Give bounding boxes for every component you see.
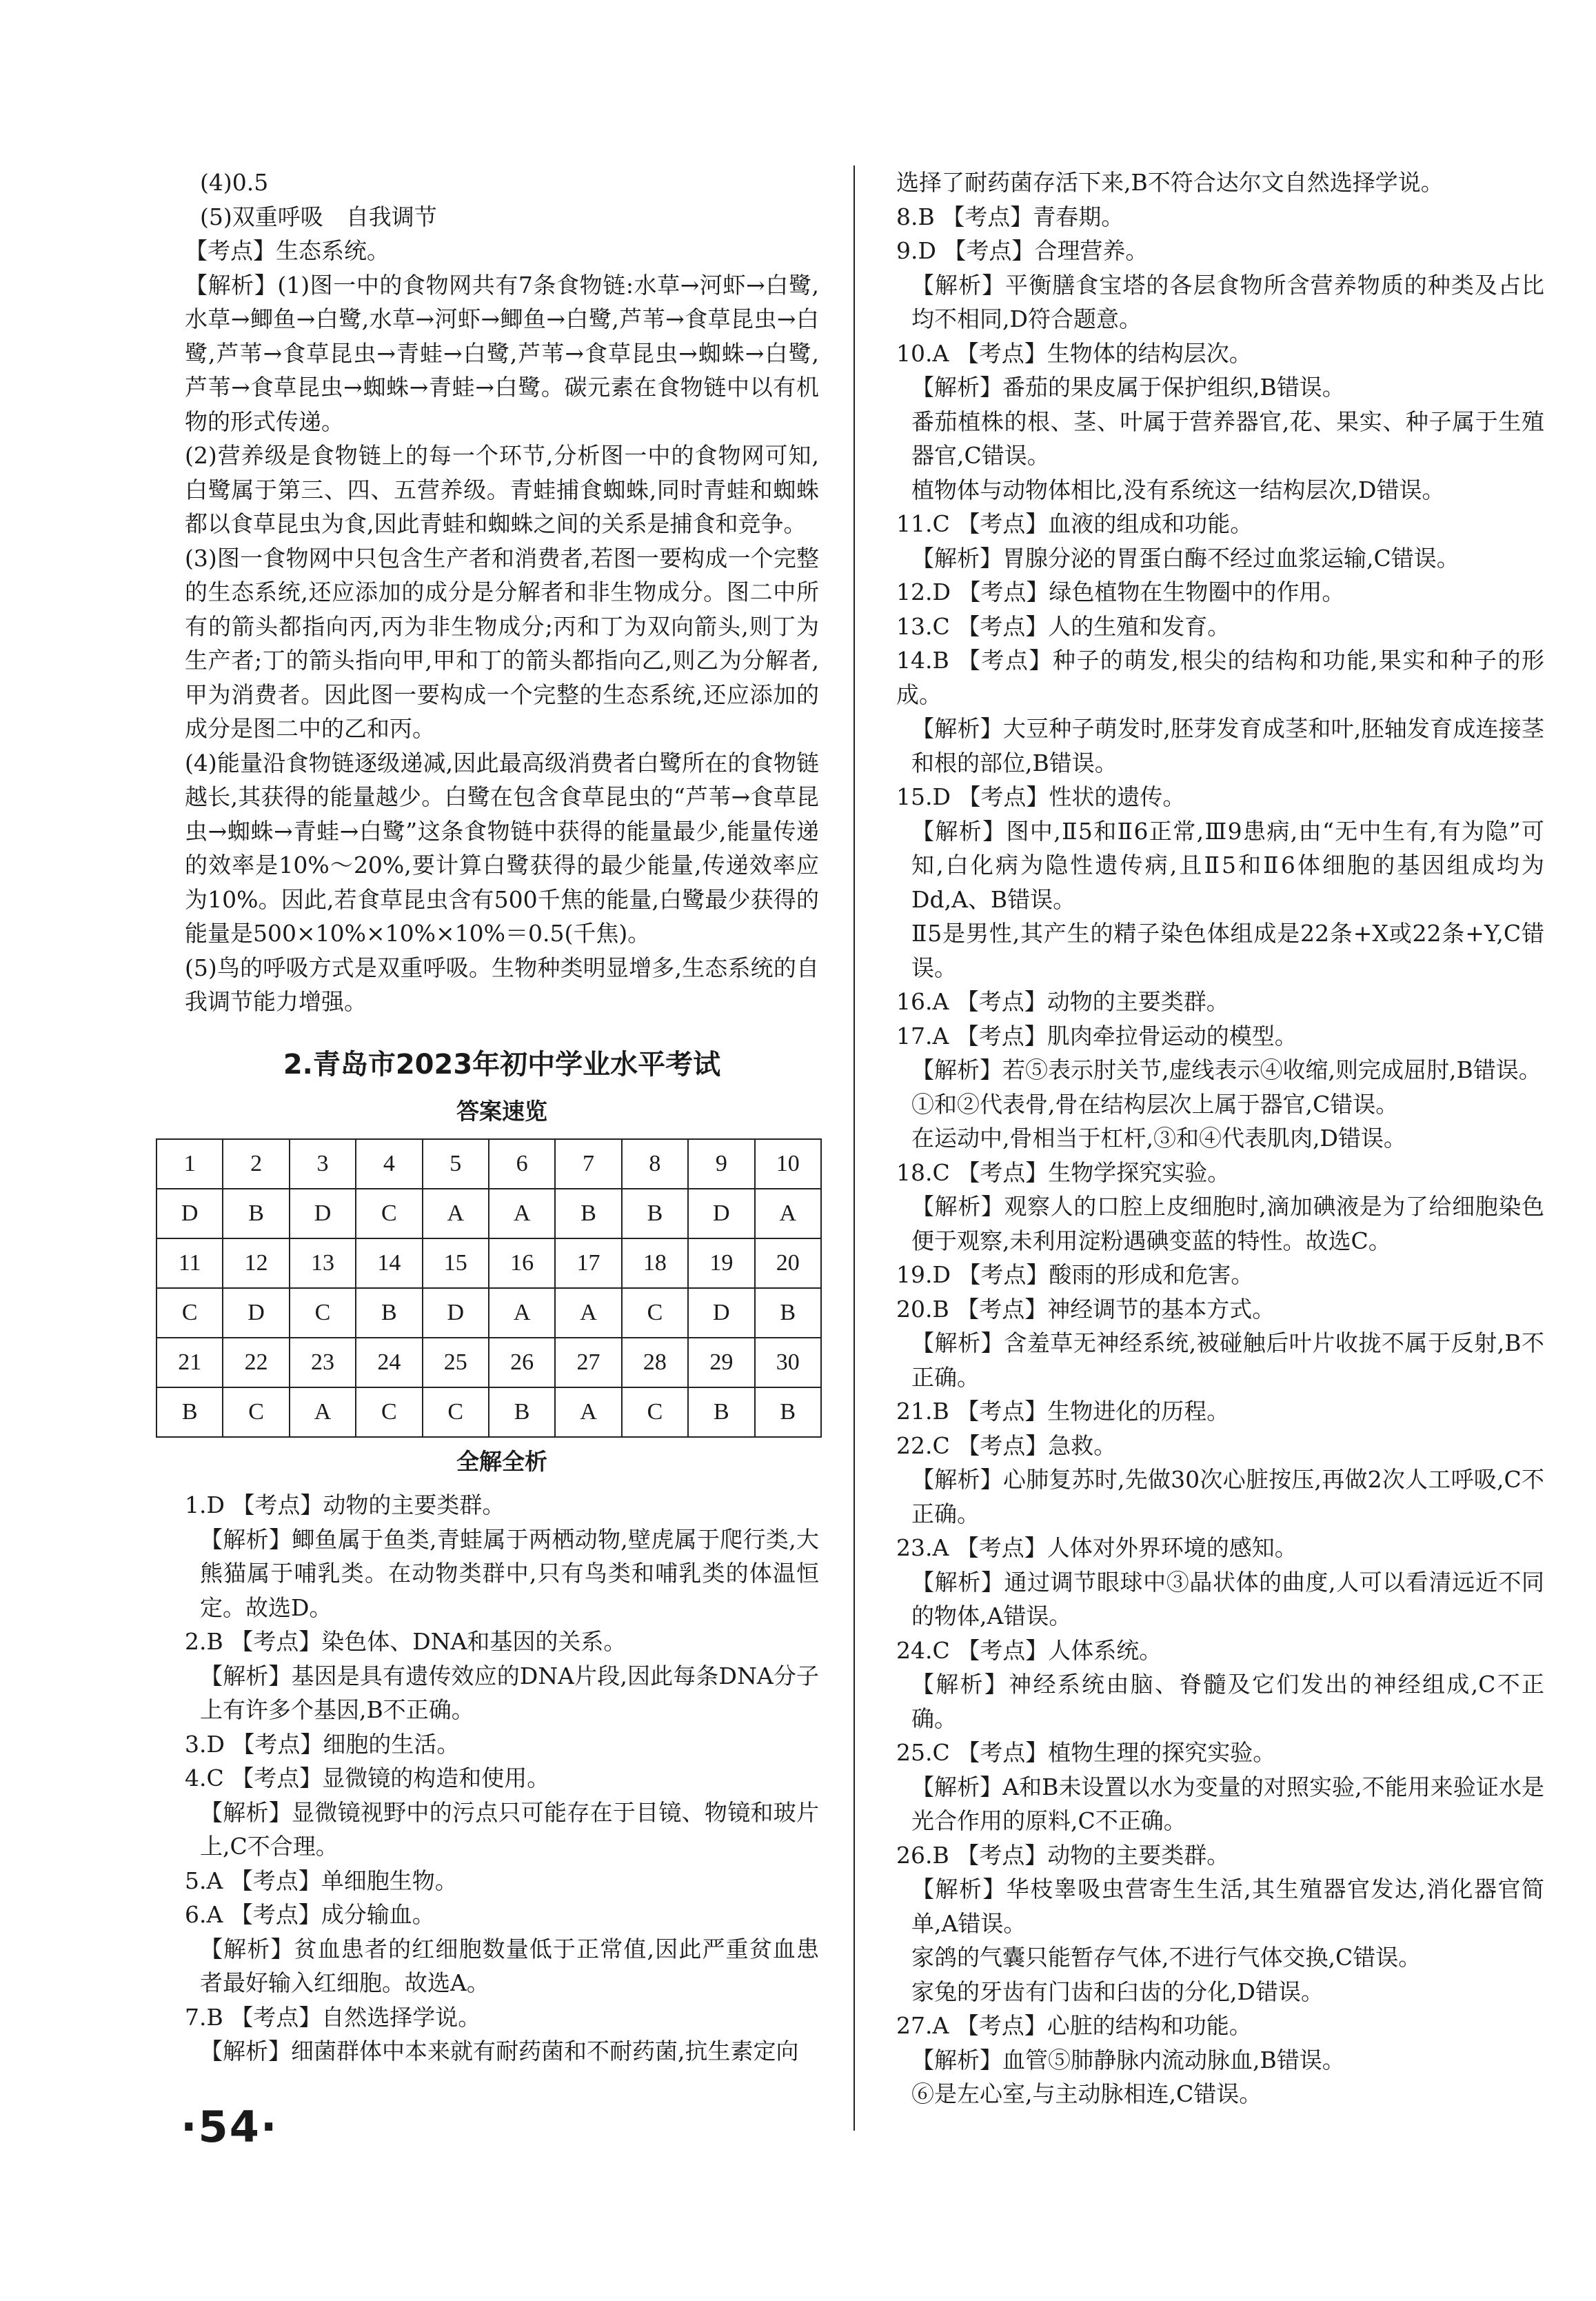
question-item: 3.D 【考点】细胞的生活。 bbox=[185, 1730, 460, 1758]
answer-table-cell: B bbox=[688, 1387, 754, 1437]
quick-answers-title: 答案速览 bbox=[456, 1098, 547, 1125]
analysis-paragraph: 番茄植株的根、茎、叶属于营养器官,花、果实、种子属于生殖器官,C错误。 bbox=[911, 408, 1544, 469]
answer-table-cell: D bbox=[688, 1189, 754, 1238]
answer-table-cell: 2 bbox=[223, 1139, 289, 1189]
right-lines-block bbox=[896, 165, 1544, 2111]
analysis-paragraph: 家鸽的气囊只能暂存气体,不进行气体交换,C错误。 bbox=[911, 1944, 1422, 1971]
answer-table-cell: B bbox=[755, 1288, 821, 1338]
answer-line: (5)双重呼吸 自我调节 bbox=[200, 203, 437, 230]
section-title: 2.青岛市2023年初中学业水平考试 bbox=[283, 1048, 721, 1081]
answer-table-cell: 19 bbox=[688, 1238, 754, 1288]
left-column bbox=[178, 165, 819, 2069]
answer-table-cell: C bbox=[622, 1288, 688, 1338]
question-item: 17.A 【考点】肌肉牵拉骨运动的模型。 bbox=[896, 1022, 1297, 1049]
answer-table-cell: 25 bbox=[423, 1338, 489, 1387]
analysis-paragraph: 【解析】(1)图一中的食物网共有7条食物链:水草→河虾→白鹭,水草→鲫鱼→白鹭,水草→河虾→鲫鱼→白鹭,芦苇→食草昆虫→白鹭,芦苇→食草昆虫→青蛙→白鹭,芦苇→食草昆虫→蜘蛛→白鹭,芦苇→食草昆虫→蜘蛛→青蛙→白鹭。碳元素在食物链中以有机物的形式传递。 bbox=[185, 271, 819, 435]
analysis-paragraph: 【解析】若⑤表示肘关节,虚线表示④收缩,则完成屈肘,B错误。 bbox=[911, 1056, 1542, 1083]
answer-table-cell: 6 bbox=[489, 1139, 555, 1189]
answer-table-cell: D bbox=[223, 1288, 289, 1338]
answer-table-cell: C bbox=[290, 1288, 356, 1338]
analysis-paragraph: 【解析】含羞草无神经系统,被碰触后叶片收拢不属于反射,B不正确。 bbox=[911, 1329, 1544, 1391]
right-column bbox=[896, 165, 1544, 2111]
answer-table-cell: B bbox=[156, 1387, 223, 1437]
analysis-paragraph: 【解析】血管⑤肺静脉内流动脉血,B错误。 bbox=[911, 2046, 1345, 2073]
question-item: 18.C 【考点】生物学探究实验。 bbox=[896, 1158, 1231, 1186]
question-item: 5.A 【考点】单细胞生物。 bbox=[185, 1867, 458, 1894]
question-item: 10.A 【考点】生物体的结构层次。 bbox=[896, 339, 1252, 367]
answer-table-cell: 17 bbox=[555, 1238, 621, 1288]
answer-table-cell: B bbox=[356, 1288, 422, 1338]
analysis-paragraph: 植物体与动物体相比,没有系统这一结构层次,D错误。 bbox=[911, 476, 1445, 503]
question-item: 7.B 【考点】自然选择学说。 bbox=[185, 2003, 481, 2031]
answer-line: (4)0.5 bbox=[200, 169, 269, 196]
answer-table-cell: B bbox=[555, 1189, 621, 1238]
question-item: 23.A 【考点】人体对外界环境的感知。 bbox=[896, 1534, 1297, 1561]
answer-table-cell: B bbox=[622, 1189, 688, 1238]
answer-table-cell: 15 bbox=[423, 1238, 489, 1288]
question-item: 14.B 【考点】种子的萌发,根尖的结构和功能,果实和种子的形成。 bbox=[896, 647, 1544, 708]
answer-table-cell: 28 bbox=[622, 1338, 688, 1387]
answer-table-cell: 20 bbox=[755, 1238, 821, 1288]
analysis-paragraph: 选择了耐药菌存活下来,B不符合达尔文自然选择学说。 bbox=[896, 169, 1444, 196]
question-item: 24.C 【考点】人体系统。 bbox=[896, 1636, 1162, 1664]
left-top-block bbox=[185, 165, 819, 1019]
answer-table-cell: A bbox=[489, 1189, 555, 1238]
analysis-paragraph: 家兔的牙齿有门齿和臼齿的分化,D错误。 bbox=[911, 1978, 1324, 2005]
answer-table-cell: 11 bbox=[156, 1238, 223, 1288]
answer-table-cell: A bbox=[290, 1387, 356, 1437]
answer-table-cell: 22 bbox=[223, 1338, 289, 1387]
analysis-paragraph: 【解析】鲫鱼属于鱼类,青蛙属于两栖动物,壁虎属于爬行类,大熊猫属于哺乳类。在动物类群中,只有鸟类和哺乳类的体温恒定。故选D。 bbox=[200, 1525, 819, 1621]
answer-table-row bbox=[156, 1288, 821, 1338]
analysis-paragraph: 【解析】通过调节眼球中③晶状体的曲度,人可以看清远近不同的物体,A错误。 bbox=[911, 1568, 1544, 1629]
analysis-paragraph: 【解析】大豆种子萌发时,胚芽发育成茎和叶,胚轴发育成连接茎和根的部位,B错误。 bbox=[911, 715, 1544, 776]
question-item: 25.C 【考点】植物生理的探究实验。 bbox=[896, 1739, 1276, 1766]
question-item: 15.D 【考点】性状的遗传。 bbox=[896, 783, 1186, 810]
answer-table-cell: 10 bbox=[755, 1139, 821, 1189]
answer-table-cell: B bbox=[755, 1387, 821, 1437]
answer-table-cell: 29 bbox=[688, 1338, 754, 1387]
analysis-paragraph: 【解析】显微镜视野中的污点只可能存在于目镜、物镜和玻片上,C不合理。 bbox=[200, 1798, 819, 1860]
answer-table-cell: 16 bbox=[489, 1238, 555, 1288]
question-item: 8.B 【考点】青春期。 bbox=[896, 203, 1124, 230]
question-item: 16.A 【考点】动物的主要类群。 bbox=[896, 988, 1229, 1015]
answer-table-cell: A bbox=[555, 1387, 621, 1437]
question-item: 26.B 【考点】动物的主要类群。 bbox=[896, 1841, 1230, 1869]
answer-table-cell: 3 bbox=[290, 1139, 356, 1189]
analysis-paragraph: 【解析】番茄的果皮属于保护组织,B错误。 bbox=[911, 374, 1345, 401]
question-item: 1.D 【考点】动物的主要类群。 bbox=[185, 1491, 505, 1518]
analysis-paragraph: 【解析】胃腺分泌的胃蛋白酶不经过血浆运输,C错误。 bbox=[911, 544, 1459, 572]
question-item: 12.D 【考点】绿色植物在生物圈中的作用。 bbox=[896, 579, 1345, 605]
answer-table-row bbox=[156, 1238, 821, 1288]
question-item: 4.C 【考点】显微镜的构造和使用。 bbox=[185, 1765, 550, 1791]
column-divider bbox=[853, 165, 855, 2131]
analysis-paragraph: Ⅱ5是男性,其产生的精子染色体组成是22条+X或22条+Y,C错误。 bbox=[911, 920, 1544, 981]
analysis-paragraph: 【解析】华枝睾吸虫营寄生生活,其生殖器官发达,消化器官简单,A错误。 bbox=[911, 1876, 1544, 1937]
analysis-paragraph: (5)鸟的呼吸方式是双重呼吸。生物种类明显增多,生态系统的自我调节能力增强。 bbox=[185, 954, 819, 1015]
answer-table-cell: 9 bbox=[688, 1139, 754, 1189]
answer-table-cell: 5 bbox=[423, 1139, 489, 1189]
answer-table-cell: C bbox=[156, 1288, 223, 1338]
left-bottom-block bbox=[185, 1488, 819, 2069]
question-item: 6.A 【考点】成分输血。 bbox=[185, 1901, 435, 1928]
answer-table-cell: 18 bbox=[622, 1238, 688, 1288]
answer-table-cell: A bbox=[423, 1189, 489, 1238]
answer-table-cell: 4 bbox=[356, 1139, 422, 1189]
analysis-paragraph: 【解析】心肺复苏时,先做30次心脏按压,再做2次人工呼吸,C不正确。 bbox=[911, 1466, 1544, 1527]
answer-table-cell: 30 bbox=[755, 1338, 821, 1387]
analysis-paragraph: 【解析】平衡膳食宝塔的各层食物所含营养物质的种类及占比均不相同,D符合题意。 bbox=[911, 271, 1544, 332]
answer-table-cell: 13 bbox=[290, 1238, 356, 1288]
analysis-paragraph: (4)能量沿食物链逐级递减,因此最高级消费者白鹭所在的食物链越长,其获得的能量越少。白鹭在包含食草昆虫的“芦苇→食草昆虫→蜘蛛→青蛙→白鹭”这条食物链中获得的能量最少,能量传递的效率是10%～20%,要计算白鹭获得的最少能量,传递效率应为10%。因此,若食草昆虫含有500千焦的能量,白鹭最少获得的能量是500×10%×10%×10%＝0.5(千焦)。 bbox=[185, 749, 819, 947]
answer-table-cell: 12 bbox=[223, 1238, 289, 1288]
analysis-paragraph: 【解析】观察人的口腔上皮细胞时,滴加碘液是为了给细胞染色便于观察,未利用淀粉遇碘变蓝的特性。故选C。 bbox=[911, 1193, 1544, 1254]
answer-table-cell: 1 bbox=[156, 1139, 223, 1189]
analysis-paragraph: (3)图一食物网中只包含生产者和消费者,若图一要构成一个完整的生态系统,还应添加的成分是分解者和非生物成分。图二中所有的箭头都指向丙,丙为非生物成分;丙和丁为双向箭头,则丁为生产者;丁的箭头指向甲,甲和丁的箭头都指向乙,则乙为分解者,甲为消费者。因此图一要构成一个完整的生态系统,还应添加的成分是图二中的乙和丙。 bbox=[185, 544, 819, 742]
analysis-paragraph: 【解析】细菌群体中本来就有耐药菌和不耐药菌,抗生素定向 bbox=[200, 2038, 799, 2064]
answer-table-cell: B bbox=[489, 1387, 555, 1437]
analysis-paragraph: 【解析】贫血患者的红细胞数量低于正常值,因此严重贫血患者最好输入红细胞。故选A。 bbox=[200, 1935, 819, 1996]
answer-table-row bbox=[156, 1387, 821, 1437]
analysis-paragraph: 【解析】基因是具有遗传效应的DNA片段,因此每条DNA分子上有许多个基因,B不正确。 bbox=[200, 1662, 819, 1723]
answer-table-cell: C bbox=[356, 1189, 422, 1238]
answer-table-cell: C bbox=[356, 1387, 422, 1437]
page-number: ·54· bbox=[181, 2102, 279, 2152]
question-item: 9.D 【考点】合理营养。 bbox=[896, 237, 1149, 264]
question-item: 22.C 【考点】急救。 bbox=[896, 1431, 1117, 1459]
question-item: 20.B 【考点】神经调节的基本方式。 bbox=[896, 1295, 1275, 1323]
answer-table-row bbox=[156, 1338, 821, 1387]
analysis-paragraph: 【解析】图中,Ⅱ5和Ⅱ6正常,Ⅲ9患病,由“无中生有,有为隐”可知,白化病为隐性遗传病,且Ⅱ5和Ⅱ6体细胞的基因组成均为Dd,A、B错误。 bbox=[911, 817, 1544, 913]
answer-table-cell: 23 bbox=[290, 1338, 356, 1387]
answer-table-cell: 8 bbox=[622, 1139, 688, 1189]
analysis-paragraph: (2)营养级是食物链上的每一个环节,分析图一中的食物网可知,白鹭属于第三、四、五营养级。青蛙捕食蜘蛛,同时青蛙和蜘蛛都以食草昆虫为食,因此青蛙和蜘蛛之间的关系是捕食和竞争。 bbox=[185, 442, 819, 537]
analysis-paragraph: 【解析】A和B未设置以水为变量的对照实验,不能用来验证水是光合作用的原料,C不正确。 bbox=[911, 1773, 1544, 1834]
answer-table-row bbox=[156, 1139, 821, 1189]
answer-table-cell: 24 bbox=[356, 1338, 422, 1387]
answer-table-cell: D bbox=[156, 1189, 223, 1238]
answer-table bbox=[156, 1138, 822, 1438]
answer-table-cell: C bbox=[622, 1387, 688, 1437]
answer-table-row bbox=[156, 1189, 821, 1238]
answer-table-cell: C bbox=[423, 1387, 489, 1437]
analysis-paragraph: 【解析】神经系统由脑、脊髓及它们发出的神经组成,C不正确。 bbox=[911, 1671, 1544, 1732]
question-item: 2.B 【考点】染色体、DNA和基因的关系。 bbox=[185, 1628, 627, 1655]
answer-table-cell: D bbox=[423, 1288, 489, 1338]
answer-table-cell: A bbox=[555, 1288, 621, 1338]
question-item: 11.C 【考点】血液的组成和功能。 bbox=[896, 510, 1253, 537]
answer-table-cell: A bbox=[755, 1189, 821, 1238]
answer-table-cell: D bbox=[290, 1189, 356, 1238]
answer-table-cell: 26 bbox=[489, 1338, 555, 1387]
answer-table-cell: A bbox=[489, 1288, 555, 1338]
answer-table-cell: B bbox=[223, 1189, 289, 1238]
question-item: 19.D 【考点】酸雨的形成和危害。 bbox=[896, 1261, 1254, 1288]
analysis-paragraph: ⑥是左心室,与主动脉相连,C错误。 bbox=[911, 2080, 1262, 2107]
answer-table-cell: D bbox=[688, 1288, 754, 1338]
answer-table-cell: C bbox=[223, 1387, 289, 1437]
answer-table-cell: 21 bbox=[156, 1338, 223, 1387]
question-item: 21.B 【考点】生物进化的历程。 bbox=[896, 1398, 1230, 1425]
answer-table-cell: 14 bbox=[356, 1238, 422, 1288]
analysis-paragraph: ①和②代表骨,骨在结构层次上属于器官,C错误。 bbox=[911, 1090, 1399, 1118]
answer-table-cell: 7 bbox=[555, 1139, 621, 1189]
analysis-paragraph: 在运动中,骨相当于杠杆,③和④代表肌肉,D错误。 bbox=[911, 1125, 1406, 1152]
knowledge-point: 【考点】生态系统。 bbox=[185, 237, 390, 264]
full-analysis-title: 全解全析 bbox=[456, 1447, 547, 1475]
answer-table-cell: 27 bbox=[555, 1338, 621, 1387]
question-item: 13.C 【考点】人的生殖和发育。 bbox=[896, 612, 1231, 640]
question-item: 27.A 【考点】心脏的结构和功能。 bbox=[896, 2012, 1252, 2039]
